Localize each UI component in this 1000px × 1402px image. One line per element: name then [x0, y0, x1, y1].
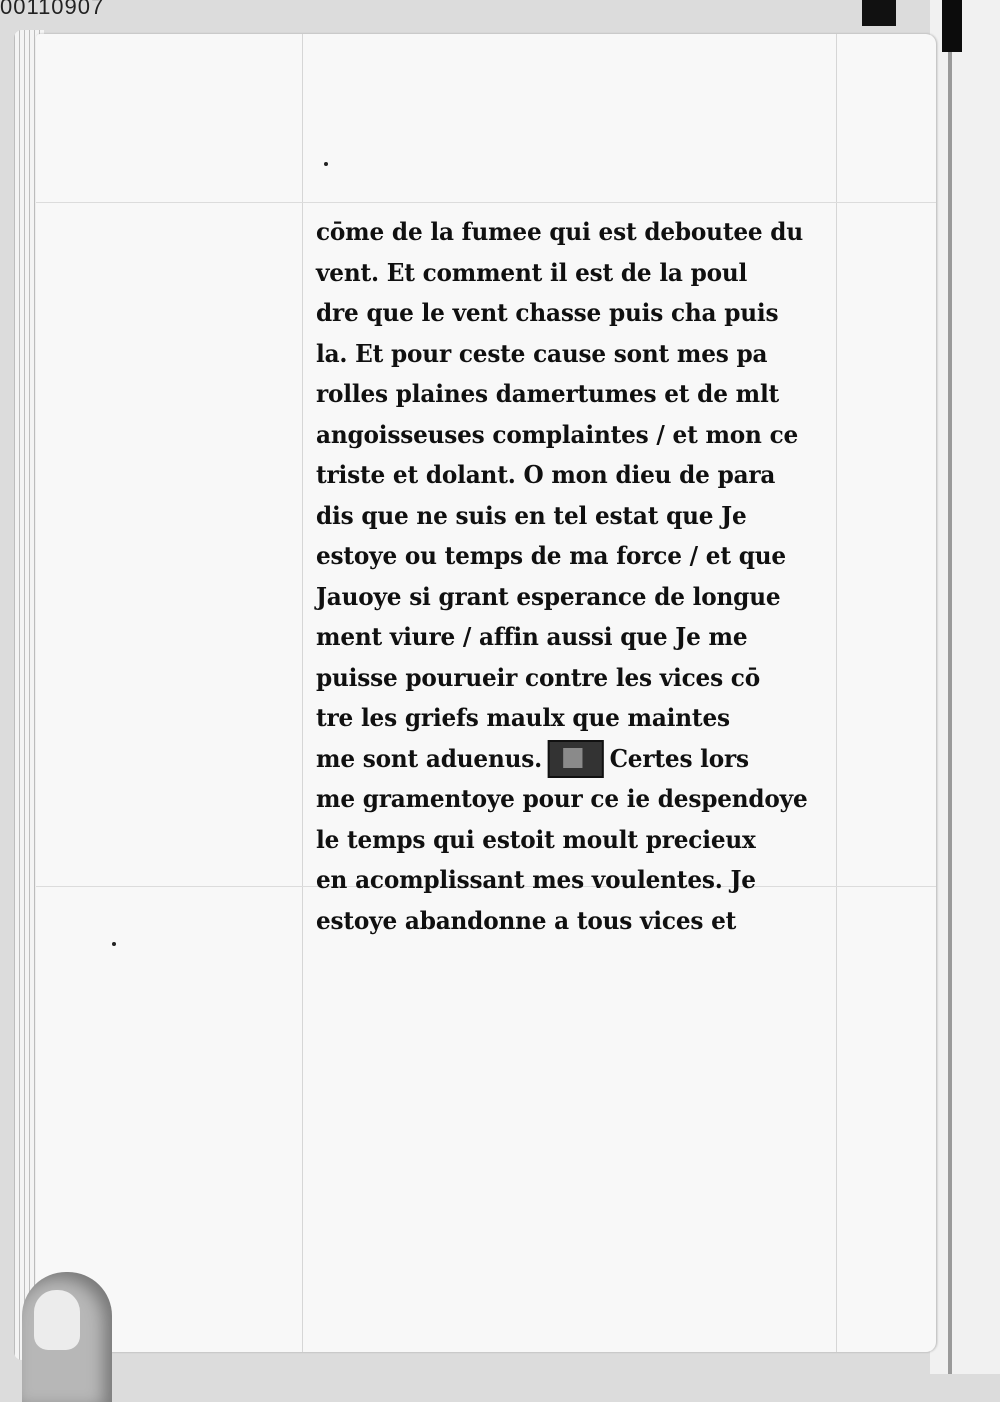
- text-line: [316, 698, 876, 739]
- text-line: [316, 334, 876, 375]
- text-line-content: estoye abandonne a tous vices et: [316, 905, 737, 935]
- text-line-content: la. Et pour ceste cause sont mes pa: [316, 338, 768, 368]
- spine-line: [948, 52, 952, 1374]
- text-line-continuation: Certes lors: [609, 743, 749, 773]
- ruling-vertical-left: [302, 34, 303, 1352]
- ruling-horizontal-top: [36, 202, 936, 203]
- text-line: [316, 455, 876, 496]
- text-line-content: dis que ne suis en tel estat que Je: [316, 500, 747, 530]
- right-spine: [930, 0, 1000, 1374]
- manuscript-text-block: [316, 212, 896, 941]
- text-line: [316, 577, 876, 618]
- ink-dot: [324, 162, 328, 166]
- text-line-content: me gramentoye pour ce ie despendoye: [316, 784, 808, 813]
- text-line-content: angoisseuses complaintes / et mon ce: [316, 419, 799, 449]
- decorated-initial-icon: [548, 740, 604, 778]
- text-line: [316, 293, 876, 334]
- text-line: [316, 496, 876, 537]
- text-line-content: le temps qui estoit moult precieux: [316, 824, 756, 854]
- text-line-content: en acomplissant mes voulentes. Je: [316, 865, 756, 894]
- text-line: [316, 415, 876, 456]
- text-line-content: ment viure / affin aussi que Je me: [316, 622, 748, 651]
- text-line-content: rolles plaines damertumes et de mlt: [316, 379, 780, 408]
- frame-id-label: 00110907: [0, 0, 105, 19]
- clip-dark: [862, 0, 896, 26]
- text-line-content: cōme de la fumee qui est deboutee du: [316, 217, 803, 246]
- ink-dot: [112, 942, 116, 946]
- text-line: [316, 658, 876, 699]
- text-line-content: dre que le vent chasse puis cha puis: [316, 298, 779, 327]
- text-line-content: Jauoye si grant esperance de longue: [316, 581, 781, 611]
- text-line-content: tre les griefs maulx que maintes: [316, 703, 730, 732]
- text-line-content: estoye ou temps de ma force / et que: [316, 541, 786, 570]
- text-line: [316, 617, 876, 658]
- text-line-content: triste et dolant. O mon dieu de para: [316, 460, 776, 489]
- text-line: [316, 820, 876, 861]
- text-line: [316, 374, 876, 415]
- text-line: [316, 739, 876, 780]
- text-line: [316, 779, 876, 820]
- text-line: [316, 536, 876, 577]
- text-line-content: puisse pourueir contre les vices cō: [316, 662, 760, 692]
- text-line-content: me sont aduenus.: [316, 743, 542, 773]
- text-line: [316, 860, 876, 901]
- text-line: [316, 253, 876, 294]
- text-line: [316, 901, 876, 942]
- spine-dark: [942, 0, 962, 52]
- text-line: [316, 212, 876, 253]
- text-line-content: vent. Et comment il est de la poul: [316, 257, 748, 287]
- thumb-nail: [34, 1290, 80, 1350]
